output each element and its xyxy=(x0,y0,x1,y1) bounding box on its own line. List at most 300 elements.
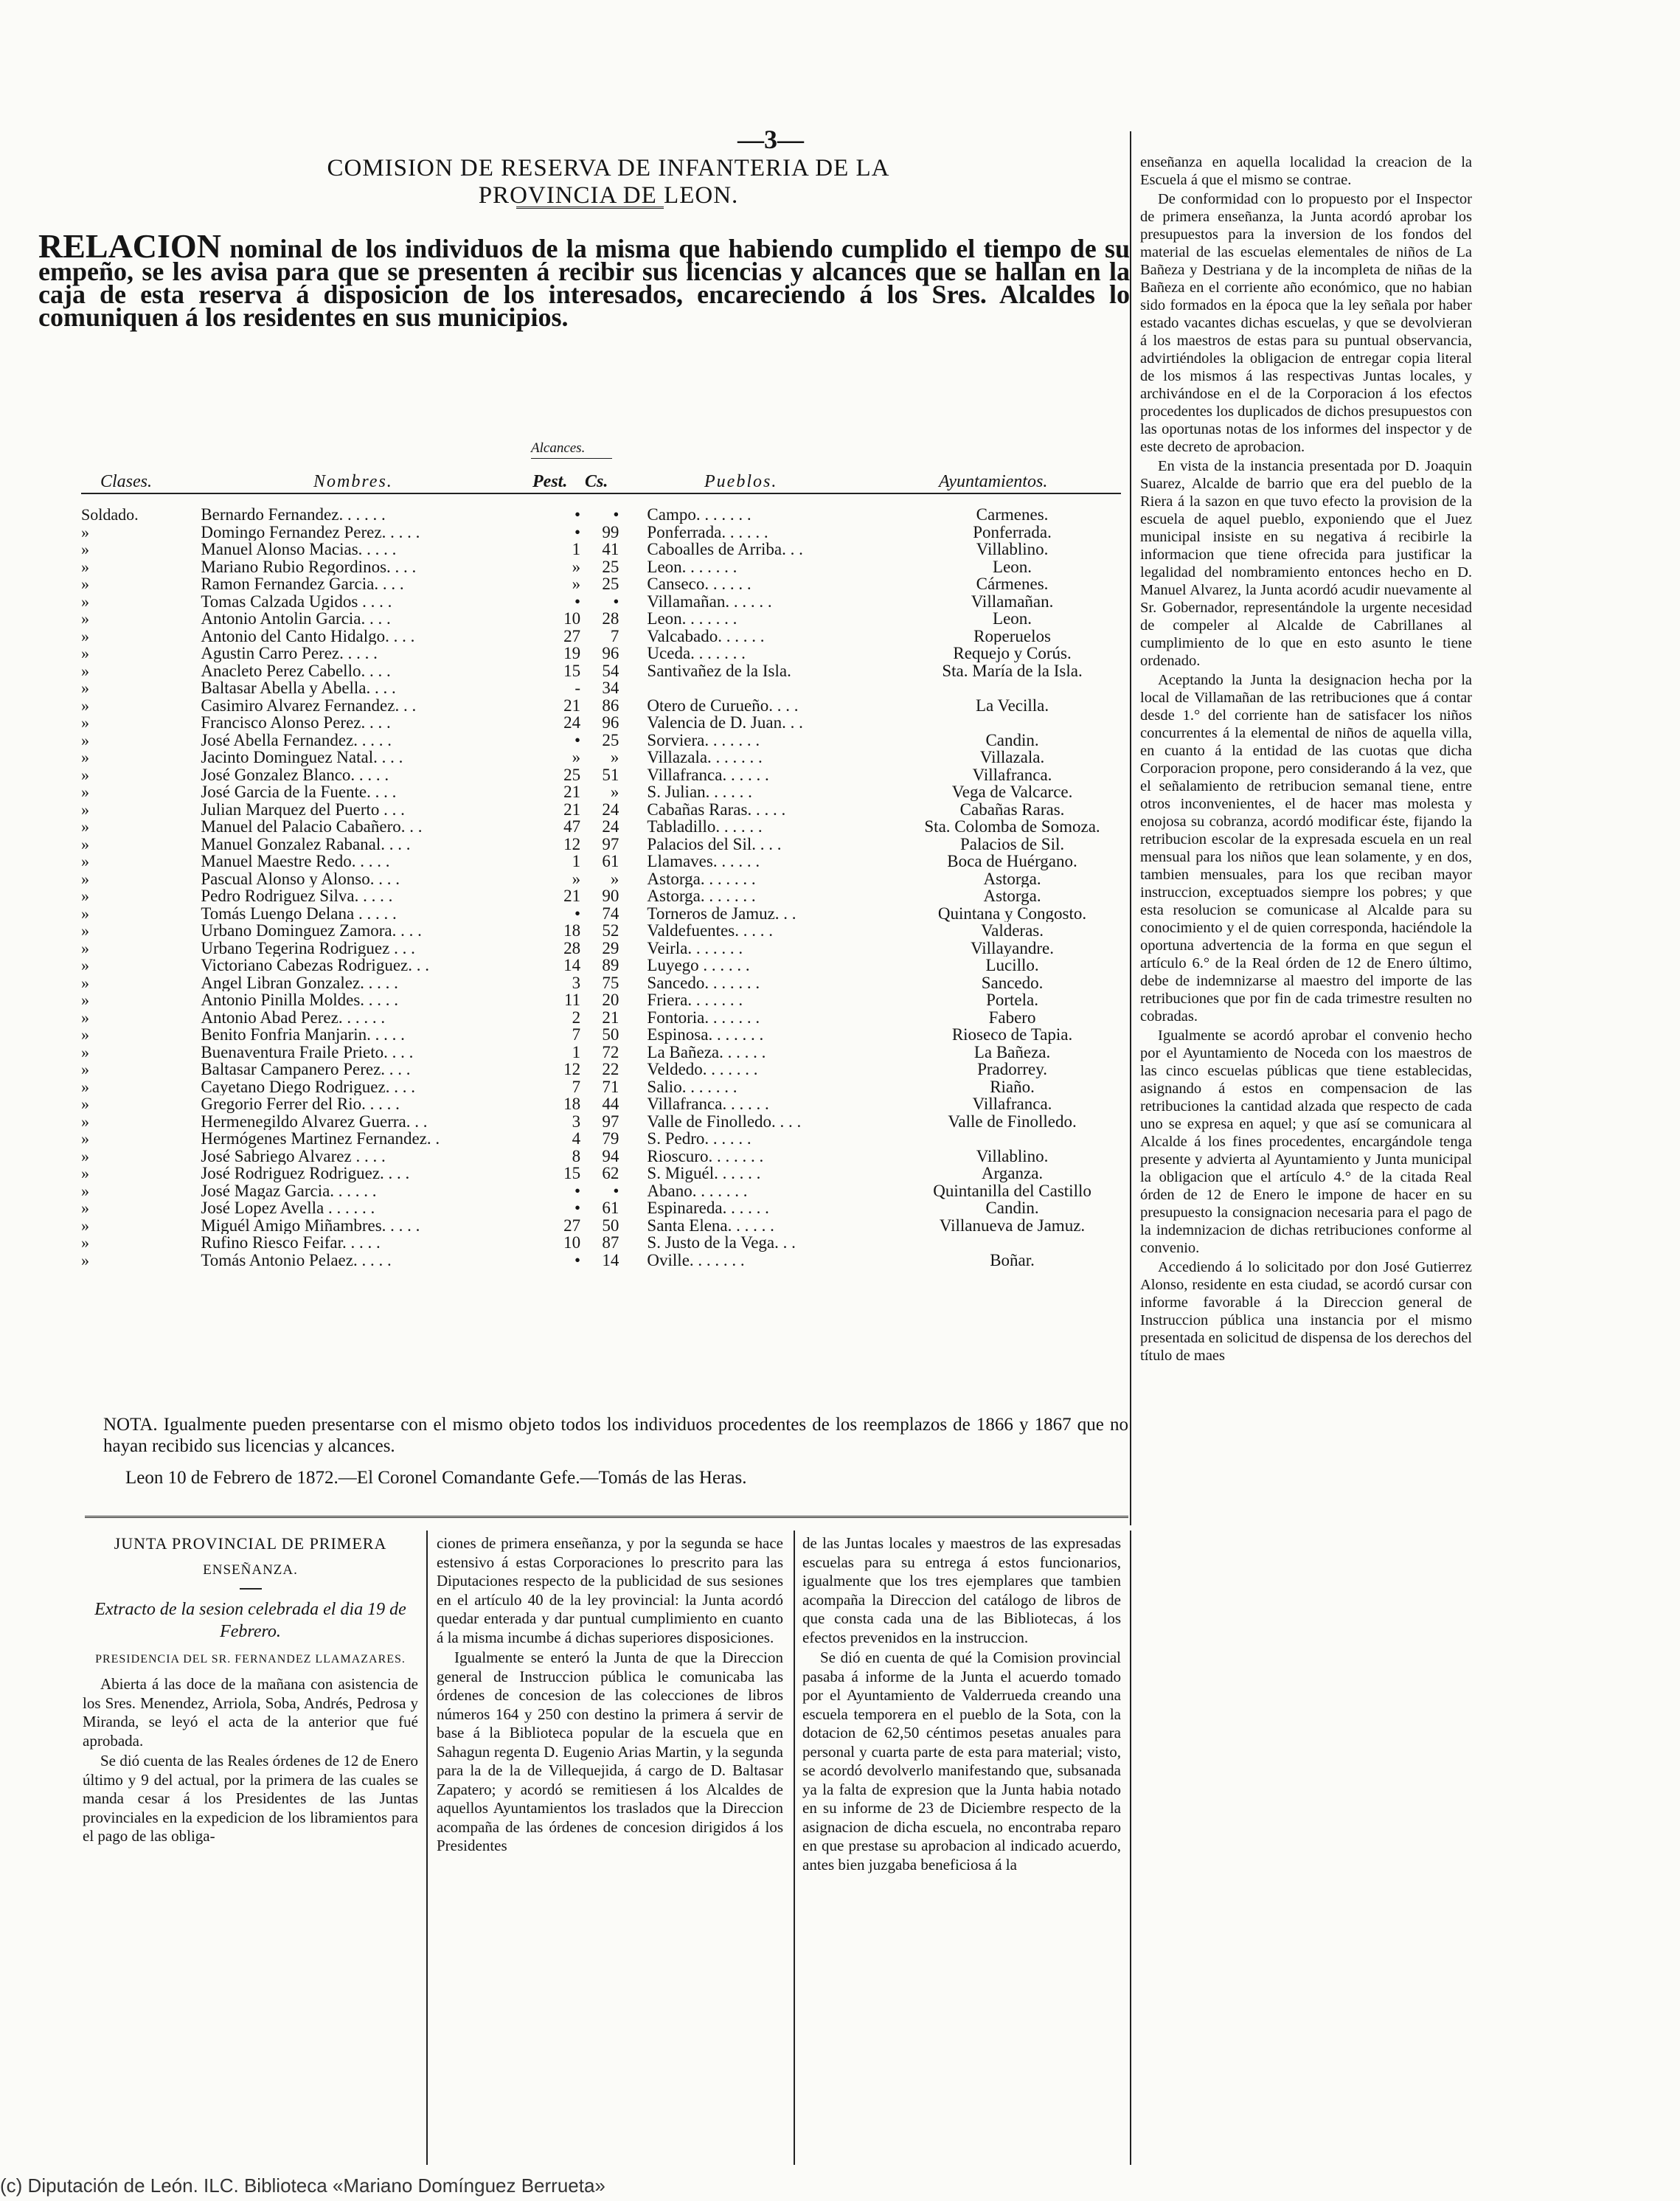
table-row xyxy=(81,1026,1121,1044)
article-column-2 xyxy=(437,1534,783,1857)
row-ayuntamiento xyxy=(903,1130,1121,1148)
column-divider-3 xyxy=(1130,1531,1131,2165)
row-pueblo: Cabañas Raras. . . . . xyxy=(647,800,786,818)
row-pesetas: 1 xyxy=(572,1043,581,1061)
junta-subtitle: ENSEÑANZA. xyxy=(203,1562,298,1578)
column-divider-1 xyxy=(426,1531,428,2165)
row-clase: » xyxy=(81,870,89,887)
row-clase: » xyxy=(81,1078,89,1095)
row-pesetas: 21 xyxy=(563,800,581,818)
row-clase: » xyxy=(81,749,89,766)
table-row xyxy=(81,1044,1121,1061)
row-nombre: Manuel Maestre Redo. . . . . xyxy=(201,853,390,870)
col-header-pueblos: Pueblos. xyxy=(704,472,778,491)
presidencia-heading: PRESIDENCIA DEL SR. FERNANDEZ LLAMAZARES. xyxy=(95,1653,406,1666)
row-clase: » xyxy=(81,904,89,922)
row-pueblo: S. Justo de la Vega. . . xyxy=(647,1234,796,1252)
row-centimos: 71 xyxy=(602,1078,619,1095)
table-row xyxy=(81,1234,1121,1252)
nota: NOTA. Igualmente pueden presentarse con el mismo objeto todos los individuos procedentes de los reemplazos de 1866 y 1867 que no hayan recibido sus licencias y alcances. xyxy=(103,1415,1128,1456)
row-ayuntamiento: Cármenes. xyxy=(976,575,1049,593)
table-row xyxy=(81,766,1121,784)
table-row xyxy=(81,662,1121,680)
col4-paragraph: Aceptando la Junta la designacion hecha por la local de Villamañan de las retribuciones que á contar desde 1.° del corriente han de satisfacer los niños concurrentes á la elemental de niños de aquella villa, en cuanto á la entidad de las cuotas que dicha Corporacion propone, pero considerando á la vez, que el señalamiento de retribucion semanal tiene, entre otros inconvenientes, el de hacer mas molesta y enojosa su cobranza, acordó modificar éste, fijando la retribucion escolar de la expresada escuela en un real mensual para los niños que lean solamente, y en dos, tambien mensuales, para los que reciban mayor instruccion, exceptuados siempre los pobres; y que esta resolucion se comunicase al Alcalde para su conocimiento y el de quien corresponda, haciéndole la oportuna advertencia de la forma en que segun el artículo 6.° de la Real órden de 12 de Enero último, debe de indemnizarse al maestro del importe de las retribuciones que por fin de cada trimestre resulten no cobradas. xyxy=(1140,672,1472,1025)
row-ayuntamiento: Villablino. xyxy=(976,541,1049,558)
row-ayuntamiento: Villazala. xyxy=(979,749,1045,766)
row-clase: » xyxy=(81,1130,89,1148)
row-pueblo: Villazala. . . . . . . xyxy=(647,749,763,766)
row-pueblo: Valdefuentes. . . . . xyxy=(647,922,773,940)
row-pesetas: 2 xyxy=(572,1008,581,1026)
row-ayuntamiento: Villamañan. xyxy=(971,592,1054,610)
row-clase: » xyxy=(81,939,89,957)
row-ayuntamiento: Astorga. xyxy=(983,870,1041,887)
row-clase: » xyxy=(81,679,89,697)
row-pesetas: 19 xyxy=(563,645,581,662)
row-pesetas: 10 xyxy=(563,610,581,628)
row-clase: » xyxy=(81,592,89,610)
row-centimos: 34 xyxy=(602,679,619,697)
column-divider-right xyxy=(1130,131,1131,1525)
row-pesetas: • xyxy=(575,1251,581,1269)
row-clase: » xyxy=(81,835,89,853)
section-rule xyxy=(85,1516,1128,1518)
row-clase: » xyxy=(81,1061,89,1078)
row-pesetas: 1 xyxy=(572,541,581,558)
row-centimos: 90 xyxy=(602,887,619,905)
row-pesetas: 25 xyxy=(563,766,581,783)
row-nombre: Antonio Abad Perez. . . . . . xyxy=(201,1008,386,1026)
row-nombre: Agustin Carro Perez. . . . . xyxy=(201,645,378,662)
col3-paragraph: de las Juntas locales y maestros de las expresadas escuelas para su entrega á estos funcionarios, igualmente que los tres ejemplares que tambien acompaña la Direccion del catálogo de libros de que consta cada una de las Bibliotecas, á los efectos prevenidos en la instruccion. xyxy=(802,1534,1121,1646)
row-nombre: Tomás Antonio Pelaez. . . . . xyxy=(201,1251,392,1269)
row-pesetas: • xyxy=(575,592,581,610)
row-pesetas: 1 xyxy=(572,853,581,870)
signature: Leon 10 de Febrero de 1872.—El Coronel Comandante Gefe.—Tomás de las Heras. xyxy=(125,1468,747,1488)
row-nombre: Benito Fonfria Manjarin. . . . . xyxy=(201,1026,405,1044)
table-row xyxy=(81,1061,1121,1078)
row-ayuntamiento: Valderas. xyxy=(981,922,1044,940)
col1-paragraph: Abierta á las doce de la mañana con asistencia de los Sres. Menendez, Arriola, Soba, Andrés, Pedrosa y Miranda, se leyó el acta de la anterior que fué aprobada. xyxy=(83,1675,418,1750)
row-pueblo: Oville. . . . . . . xyxy=(647,1251,745,1269)
col4-paragraph: enseñanza en aquella localidad la creacion de la Escuela á que el mismo se contrae. xyxy=(1140,154,1472,188)
table-row xyxy=(81,905,1121,923)
row-pesetas: 27 xyxy=(563,627,581,645)
table-row xyxy=(81,558,1121,576)
row-clase: » xyxy=(81,922,89,940)
row-centimos: 74 xyxy=(602,904,619,922)
row-nombre: Baltasar Abella y Abella. . . . xyxy=(201,679,396,697)
col-header-ayuntamientos: Ayuntamientos. xyxy=(939,472,1048,491)
table-row xyxy=(81,1078,1121,1096)
row-nombre: Bernardo Fernandez. . . . . . xyxy=(201,506,386,524)
row-pesetas: 18 xyxy=(563,922,581,940)
row-ayuntamiento: Quintana y Congosto. xyxy=(937,904,1087,922)
table-row xyxy=(81,1165,1121,1182)
row-pesetas: » xyxy=(572,558,581,575)
row-clase: » xyxy=(81,1112,89,1130)
row-ayuntamiento: Astorga. xyxy=(983,887,1041,905)
row-pesetas: • xyxy=(575,506,581,524)
row-clase: » xyxy=(81,818,89,836)
row-pesetas: 27 xyxy=(563,1216,581,1234)
table-row xyxy=(81,1095,1121,1113)
row-centimos: 24 xyxy=(602,818,619,836)
table-row xyxy=(81,1148,1121,1165)
row-pesetas: 15 xyxy=(563,1165,581,1182)
row-nombre: Jacinto Dominguez Natal. . . . xyxy=(201,749,403,766)
row-pueblo: Salio. . . . . . . xyxy=(647,1078,737,1095)
row-clase: » xyxy=(81,541,89,558)
table-row xyxy=(81,679,1121,697)
row-nombre: Manuel Alonso Macias. . . . . xyxy=(201,541,397,558)
header-title: COMISION DE RESERVA DE INFANTERIA DE LA PROVINCIA DE LEON. xyxy=(327,155,890,209)
row-nombre: Angel Libran Gonzalez. . . . . xyxy=(201,974,398,991)
extracto-heading: Extracto de la sesion celebrada el dia 19 de Febrero. xyxy=(94,1600,406,1641)
row-nombre: Cayetano Diego Rodriguez. . . . xyxy=(201,1078,415,1095)
row-pesetas: 8 xyxy=(572,1147,581,1165)
article-column-1 xyxy=(83,1534,418,1848)
row-clase: » xyxy=(81,523,89,541)
row-ayuntamiento: Pradorrey. xyxy=(977,1061,1048,1078)
row-ayuntamiento: Villayandre. xyxy=(971,939,1054,957)
row-ayuntamiento xyxy=(903,714,1121,732)
table-row xyxy=(81,714,1121,732)
row-clase: » xyxy=(81,1043,89,1061)
row-nombre: José Abella Fernandez. . . . . xyxy=(201,731,392,749)
row-ayuntamiento: Boñar. xyxy=(990,1251,1035,1269)
page-number: —3— xyxy=(737,125,804,154)
row-centimos: 25 xyxy=(602,731,619,749)
row-ayuntamiento: Ponferrada. xyxy=(973,523,1052,541)
row-pesetas: 21 xyxy=(563,887,581,905)
table-row xyxy=(81,628,1121,645)
row-pesetas: • xyxy=(575,904,581,922)
row-nombre: Tomas Calzada Ugidos . . . . xyxy=(201,592,392,610)
table-row xyxy=(81,1199,1121,1217)
row-clase: » xyxy=(81,575,89,593)
row-clase: » xyxy=(81,974,89,991)
row-nombre: Urbano Dominguez Zamora. . . . xyxy=(201,922,422,940)
row-ayuntamiento: Sta. María de la Isla. xyxy=(942,662,1083,679)
row-ayuntamiento: Palacios de Sil. xyxy=(959,835,1065,853)
row-centimos: 20 xyxy=(602,991,619,1009)
row-nombre: José Garcia de la Fuente. . . . xyxy=(201,783,397,801)
row-nombre: Ramon Fernandez Garcia. . . . xyxy=(201,575,404,593)
row-centimos: 7 xyxy=(610,627,619,645)
row-nombre: Victoriano Cabezas Rodriguez. . . xyxy=(201,957,429,974)
row-centimos: 28 xyxy=(602,610,619,628)
col-header-clases: Clases. xyxy=(100,472,153,491)
row-ayuntamiento: Quintanilla del Castillo xyxy=(933,1182,1091,1199)
row-centimos: 21 xyxy=(602,1008,619,1026)
relacion-heading xyxy=(38,227,1130,332)
row-nombre: Manuel del Palacio Cabañero. . . xyxy=(201,818,423,836)
row-centimos: • xyxy=(613,1182,619,1199)
row-centimos: 96 xyxy=(602,714,619,732)
row-centimos: 62 xyxy=(602,1165,619,1182)
row-pesetas: » xyxy=(572,749,581,766)
table-row xyxy=(81,1113,1121,1131)
row-clase: » xyxy=(81,853,89,870)
row-pesetas: 12 xyxy=(563,1061,581,1078)
table-row xyxy=(81,1130,1121,1148)
row-nombre: Pascual Alonso y Alonso. . . . xyxy=(201,870,400,887)
row-pueblo: Valle de Finolledo. . . . xyxy=(647,1112,802,1130)
table-row xyxy=(81,593,1121,611)
row-clase: » xyxy=(81,610,89,628)
table-row xyxy=(81,974,1121,992)
row-pueblo: Astorga. . . . . . . xyxy=(647,870,756,887)
row-nombre: Hermenegildo Alvarez Guerra. . . xyxy=(201,1112,428,1130)
row-pueblo: S. Pedro. . . . . . xyxy=(647,1130,752,1148)
col4-paragraph: Igualmente se acordó aprobar el convenio hecho por el Ayuntamiento de Noceda con los maestros de las cinco escuelas públicas que tiene establecidas, asignando á estos en compensacion de las retribuciones la cantidad alzada que respecto de cada uno se expresa en aquel; y que así se comunicara al Alcalde á los fines procedentes, encargándole tenga presente y advierta al Ayuntamiento y Junta municipal la obligacion que el artículo 4.° de la citada Real órden de 12 de Enero le impone de hacer en su presupuesto la consignacion necesaria para el pago de la indemnizacion de dichas retribuciones conforme al convenio. xyxy=(1140,1027,1472,1256)
table-row xyxy=(81,870,1121,888)
row-pueblo: Espinosa. . . . . . . xyxy=(647,1026,764,1044)
table-row xyxy=(81,1217,1121,1235)
row-ayuntamiento: Carmenes. xyxy=(976,506,1049,524)
row-clase: » xyxy=(81,766,89,783)
row-ayuntamiento: Candin. xyxy=(985,1199,1039,1217)
row-pueblo: Veldedo. . . . . . . xyxy=(647,1061,758,1078)
row-nombre: Miguél Amigo Miñambres. . . . . xyxy=(201,1216,420,1234)
table-row xyxy=(81,610,1121,628)
row-ayuntamiento: Cabañas Raras. xyxy=(959,800,1065,818)
row-pueblo: Fontoria. . . . . . . xyxy=(647,1008,760,1026)
row-ayuntamiento: Sancedo. xyxy=(981,974,1044,991)
table-row xyxy=(81,575,1121,593)
licencias-table xyxy=(81,506,1121,1269)
row-ayuntamiento: Lucillo. xyxy=(985,957,1039,974)
row-nombre: Buenaventura Fraile Prieto. . . . xyxy=(201,1043,414,1061)
row-clase: » xyxy=(81,887,89,905)
row-clase: » xyxy=(81,1216,89,1234)
table-row xyxy=(81,801,1121,819)
row-clase: » xyxy=(81,1182,89,1199)
row-nombre: Francisco Alonso Perez. . . . xyxy=(201,714,391,732)
row-pueblo: Sancedo. . . . . . . xyxy=(647,974,760,991)
row-pesetas: 12 xyxy=(563,835,581,853)
row-centimos: 61 xyxy=(602,853,619,870)
row-nombre: Casimiro Alvarez Fernandez. . . xyxy=(201,696,417,714)
row-clase: » xyxy=(81,696,89,714)
row-nombre: Anacleto Perez Cabello. . . . xyxy=(201,662,391,679)
row-clase: » xyxy=(81,731,89,749)
row-pueblo: Campo. . . . . . . xyxy=(647,506,752,524)
row-clase: » xyxy=(81,1251,89,1269)
row-centimos: 75 xyxy=(602,974,619,991)
row-centimos: 99 xyxy=(602,523,619,541)
row-centimos: 50 xyxy=(602,1216,619,1234)
row-pueblo: Llamaves. . . . . . xyxy=(647,853,760,870)
row-clase: » xyxy=(81,783,89,801)
row-clase: » xyxy=(81,1234,89,1252)
row-pueblo: La Bañeza. . . . . . xyxy=(647,1043,766,1061)
junta-rule xyxy=(240,1588,262,1590)
row-nombre: Manuel Gonzalez Rabanal. . . . xyxy=(201,835,411,853)
row-centimos: 52 xyxy=(602,922,619,940)
row-centimos: 96 xyxy=(602,645,619,662)
row-pueblo: Palacios del Sil. . . . xyxy=(647,835,782,853)
row-nombre: Pedro Rodriguez Silva. . . . . xyxy=(201,887,393,905)
table-row xyxy=(81,749,1121,766)
row-nombre: Domingo Fernandez Perez. . . . . xyxy=(201,523,420,541)
row-centimos: 51 xyxy=(602,766,619,783)
row-clase: » xyxy=(81,627,89,645)
row-pueblo: Sorviera. . . . . . . xyxy=(647,731,760,749)
row-ayuntamiento: Fabero xyxy=(988,1008,1036,1026)
row-pueblo: Valcabado. . . . . . xyxy=(647,627,765,645)
table-row xyxy=(81,645,1121,662)
row-pueblo: Rioscuro. . . . . . . xyxy=(647,1147,764,1165)
row-centimos: 97 xyxy=(602,835,619,853)
table-row xyxy=(81,541,1121,558)
row-pesetas: • xyxy=(575,1182,581,1199)
row-pueblo: S. Miguél. . . . . . xyxy=(647,1165,761,1182)
table-row xyxy=(81,1252,1121,1269)
row-pesetas: • xyxy=(575,1199,581,1217)
table-row xyxy=(81,836,1121,853)
row-centimos: 79 xyxy=(602,1130,619,1148)
col3-paragraph: Se dió en cuenta de qué la Comision provincial pasaba á informe de la Junta el acuerdo tomado por el Ayuntamiento de Valderrueda creando una escuela temporera en el pueblo de la Sota, con la dotacion de 62,50 céntimos pesetas anuales para personal y cuarta parte de esta para material; visto, se acordó devolverlo manifestando que, subsanada ya la falta de expresion que la Junta habia notado en su informe de 23 de Diciembre respecto de la asignacion de dicha escuela, no encontraba reparo en que prestase su aprobacion al indicado acuerdo, antes bien juzgaba beneficiosa á la xyxy=(802,1649,1121,1874)
row-ayuntamiento: Requejo y Corús. xyxy=(953,645,1072,662)
row-clase: » xyxy=(81,1165,89,1182)
row-ayuntamiento xyxy=(903,1234,1121,1252)
col4-paragraph: Accediendo á lo solicitado por don José Gutierrez Alonso, residente en esta ciudad, se acordó cursar con informe favorable á la Direccion general de Instruccion pública una instancia por el mismo presentada en solicitud de dispensa de los derechos del título de maes xyxy=(1140,1259,1472,1364)
row-pesetas: 14 xyxy=(563,957,581,974)
row-clase: » xyxy=(81,645,89,662)
table-row xyxy=(81,1009,1121,1027)
footer-credit: (c) Diputación de León. ILC. Biblioteca «Mariano Domínguez Berrueta» xyxy=(0,2174,605,2197)
row-ayuntamiento: Villafranca. xyxy=(972,1095,1052,1113)
row-ayuntamiento: Candin. xyxy=(985,731,1039,749)
article-column-3 xyxy=(802,1534,1121,1876)
row-ayuntamiento: La Bañeza. xyxy=(973,1043,1051,1061)
row-nombre: José Rodriguez Rodriguez. . . . xyxy=(201,1165,410,1182)
row-pueblo: Veirla. . . . . . . xyxy=(647,939,743,957)
row-nombre: Mariano Rubio Regordinos. . . . xyxy=(201,558,417,575)
row-clase: Soldado. xyxy=(81,506,139,524)
row-pueblo: Uceda. . . . . . . xyxy=(647,645,746,662)
row-ayuntamiento: Portela. xyxy=(986,991,1038,1009)
row-nombre: Antonio Antolin Garcia. . . . xyxy=(201,610,391,628)
table-row xyxy=(81,818,1121,836)
col2-paragraph: ciones de primera enseñanza, y por la segunda se hace estensivo á estas Corporaciones lo prescrito para las Diputaciones respecto de la publicidad de sus sesiones en el artículo 40 de la ley provincial: la Junta acordó quedar enterada y dar puntual cumplimiento en cuanto á la misma incumbe á dichas superiores disposiciones. xyxy=(437,1534,783,1646)
row-centimos: 72 xyxy=(602,1043,619,1061)
row-centimos: 94 xyxy=(602,1147,619,1165)
row-pesetas: » xyxy=(572,870,581,887)
row-pueblo: Torneros de Jamuz. . . xyxy=(647,904,796,922)
row-ayuntamiento: Valle de Finolledo. xyxy=(948,1112,1077,1130)
row-nombre: Baltasar Campanero Perez. . . . xyxy=(201,1061,411,1078)
row-pesetas: » xyxy=(572,575,581,593)
row-centimos: » xyxy=(610,870,619,887)
row-centimos: 61 xyxy=(602,1199,619,1217)
row-pueblo: Espinareda. . . . . . xyxy=(647,1199,769,1217)
table-row xyxy=(81,940,1121,957)
col4-paragraph: En vista de la instancia presentada por D. Joaquin Suarez, Alcalde de barrio que era del pueblo de la Riera á la sazon en que tuvo efecto la provision de la escuela de aquel pueblo, exponiendo que el Juez municipal insiste en su negativa á recibirle la informacion que tiene ofrecida para justificar la legalidad del nombramiento entonces hecho en D. Manuel Alvarez, la Junta acordó acudir nuevamente al Sr. Gobernador, representándole la urgente necesidad de compeler al Alcalde de Cabrillanes al cumplimiento de lo que en esto asunto le tiene ordenado. xyxy=(1140,458,1472,669)
table-row xyxy=(81,957,1121,974)
table-row xyxy=(81,887,1121,905)
row-pueblo: Tabladillo. . . . . . xyxy=(647,818,763,836)
row-nombre: Tomás Luengo Delana . . . . . xyxy=(201,904,397,922)
row-nombre: Urbano Tegerina Rodriguez . . . xyxy=(201,939,415,957)
row-ayuntamiento: Villanueva de Jamuz. xyxy=(939,1216,1086,1234)
row-pueblo: Valencia de D. Juan. . . xyxy=(647,714,803,732)
table-row xyxy=(81,732,1121,749)
row-pesetas: 3 xyxy=(572,974,581,991)
row-clase: » xyxy=(81,1008,89,1026)
row-centimos: 50 xyxy=(602,1026,619,1044)
row-pueblo: Villafranca. . . . . . xyxy=(647,766,769,783)
col-header-cs: Cs. xyxy=(585,472,608,491)
row-ayuntamiento: Villablino. xyxy=(976,1147,1049,1165)
row-centimos: 25 xyxy=(602,558,619,575)
header-rule xyxy=(516,207,664,209)
row-centimos: 97 xyxy=(602,1112,619,1130)
row-pueblo: S. Julian. . . . . . xyxy=(647,783,752,801)
row-centimos: 14 xyxy=(602,1251,619,1269)
row-pueblo: Ponferrada. . . . . . xyxy=(647,523,768,541)
row-ayuntamiento: Boca de Huérgano. xyxy=(947,853,1077,870)
row-pesetas: 7 xyxy=(572,1026,581,1044)
row-clase: » xyxy=(81,1147,89,1165)
row-centimos: 86 xyxy=(602,696,619,714)
row-pesetas: 24 xyxy=(563,714,581,732)
row-nombre: Gregorio Ferrer del Rio. . . . . xyxy=(201,1095,400,1113)
row-pueblo: Abano. . . . . . . xyxy=(647,1182,748,1199)
row-centimos: • xyxy=(613,506,619,524)
row-pueblo: Astorga. . . . . . . xyxy=(647,887,756,905)
row-pesetas: 7 xyxy=(572,1078,581,1095)
alcances-rule xyxy=(531,458,612,459)
row-pueblo: Luyego . . . . . . xyxy=(647,957,750,974)
col-header-nombres: Nombres. xyxy=(313,472,393,491)
row-pueblo xyxy=(625,679,903,697)
row-pueblo: Leon. . . . . . . xyxy=(647,610,737,628)
row-pesetas: 28 xyxy=(563,939,581,957)
row-centimos: 87 xyxy=(602,1234,619,1252)
row-nombre: Rufino Riesco Feifar. . . . . xyxy=(201,1234,381,1252)
row-clase: » xyxy=(81,558,89,575)
table-row xyxy=(81,922,1121,940)
table-row xyxy=(81,1182,1121,1200)
column-divider-2 xyxy=(794,1531,795,2165)
row-pueblo: Caboalles de Arriba. . . xyxy=(647,541,803,558)
row-centimos: » xyxy=(610,749,619,766)
row-pesetas: 21 xyxy=(563,783,581,801)
row-pueblo: Leon. . . . . . . xyxy=(647,558,737,575)
row-nombre: Antonio del Canto Hidalgo. . . . xyxy=(201,627,415,645)
row-pueblo: Friera. . . . . . . xyxy=(647,991,743,1009)
col2-paragraph: Igualmente se enteró la Junta de que la Direccion general de Instruccion pública le comunicaba las órdenes de concesion de las colecciones de libros números 164 y 250 con destino la primera á servir de base á la Biblioteca popular de la escuela que en Sahagun regenta D. Eugenio Arias Martin, y la segunda para la de la de Villequejida, á cargo de D. Baltasar Zapatero; y acordó se remitiesen á los Alcaldes de aquellos Ayuntamientos los traslados que la Direccion acompaña de las órdenes de concesion dirigidos á los Presidentes xyxy=(437,1649,783,1854)
row-clase: » xyxy=(81,1026,89,1044)
row-pueblo: Otero de Curueño. . . . xyxy=(647,696,799,714)
row-ayuntamiento: La Vecilla. xyxy=(975,696,1049,714)
table-row xyxy=(81,697,1121,715)
row-pueblo: Villafranca. . . . . . xyxy=(647,1095,769,1113)
row-pesetas: 3 xyxy=(572,1112,581,1130)
col4-paragraph: De conformidad con lo propuesto por el Inspector de primera enseñanza, la Junta acordó aprobar los presupuestos para la inversion de los fondos del material de las escuelas elementales de niños de La Bañeza y Destriana y de la incompleta de niñas de la Bañeza en el corriente año económico, que no habian sido formados en la época que la ley señala por haber estado vacantes dichas escuelas, y que se devolvieran á los maestros de estas para su puntual observancia, advirtiéndoles la obligacion de entregar copia literal de los mismos á las respectivas Juntas locales, y archivándose en el de la Corporacion á los efectos procedentes los duplicados de dichos presupuestos con las oportunas notas de los informes del inspector y de este decreto de aprobacion. xyxy=(1140,191,1472,455)
row-pesetas: 18 xyxy=(563,1095,581,1113)
row-centimos: 89 xyxy=(602,957,619,974)
row-pueblo: Santa Elena. . . . . . xyxy=(647,1216,774,1234)
row-clase: » xyxy=(81,991,89,1009)
row-pesetas: 4 xyxy=(572,1130,581,1148)
row-ayuntamiento: Villafranca. xyxy=(972,766,1052,783)
row-ayuntamiento: Sta. Colomba de Somoza. xyxy=(924,818,1100,836)
row-ayuntamiento: Roperuelos xyxy=(973,627,1051,645)
